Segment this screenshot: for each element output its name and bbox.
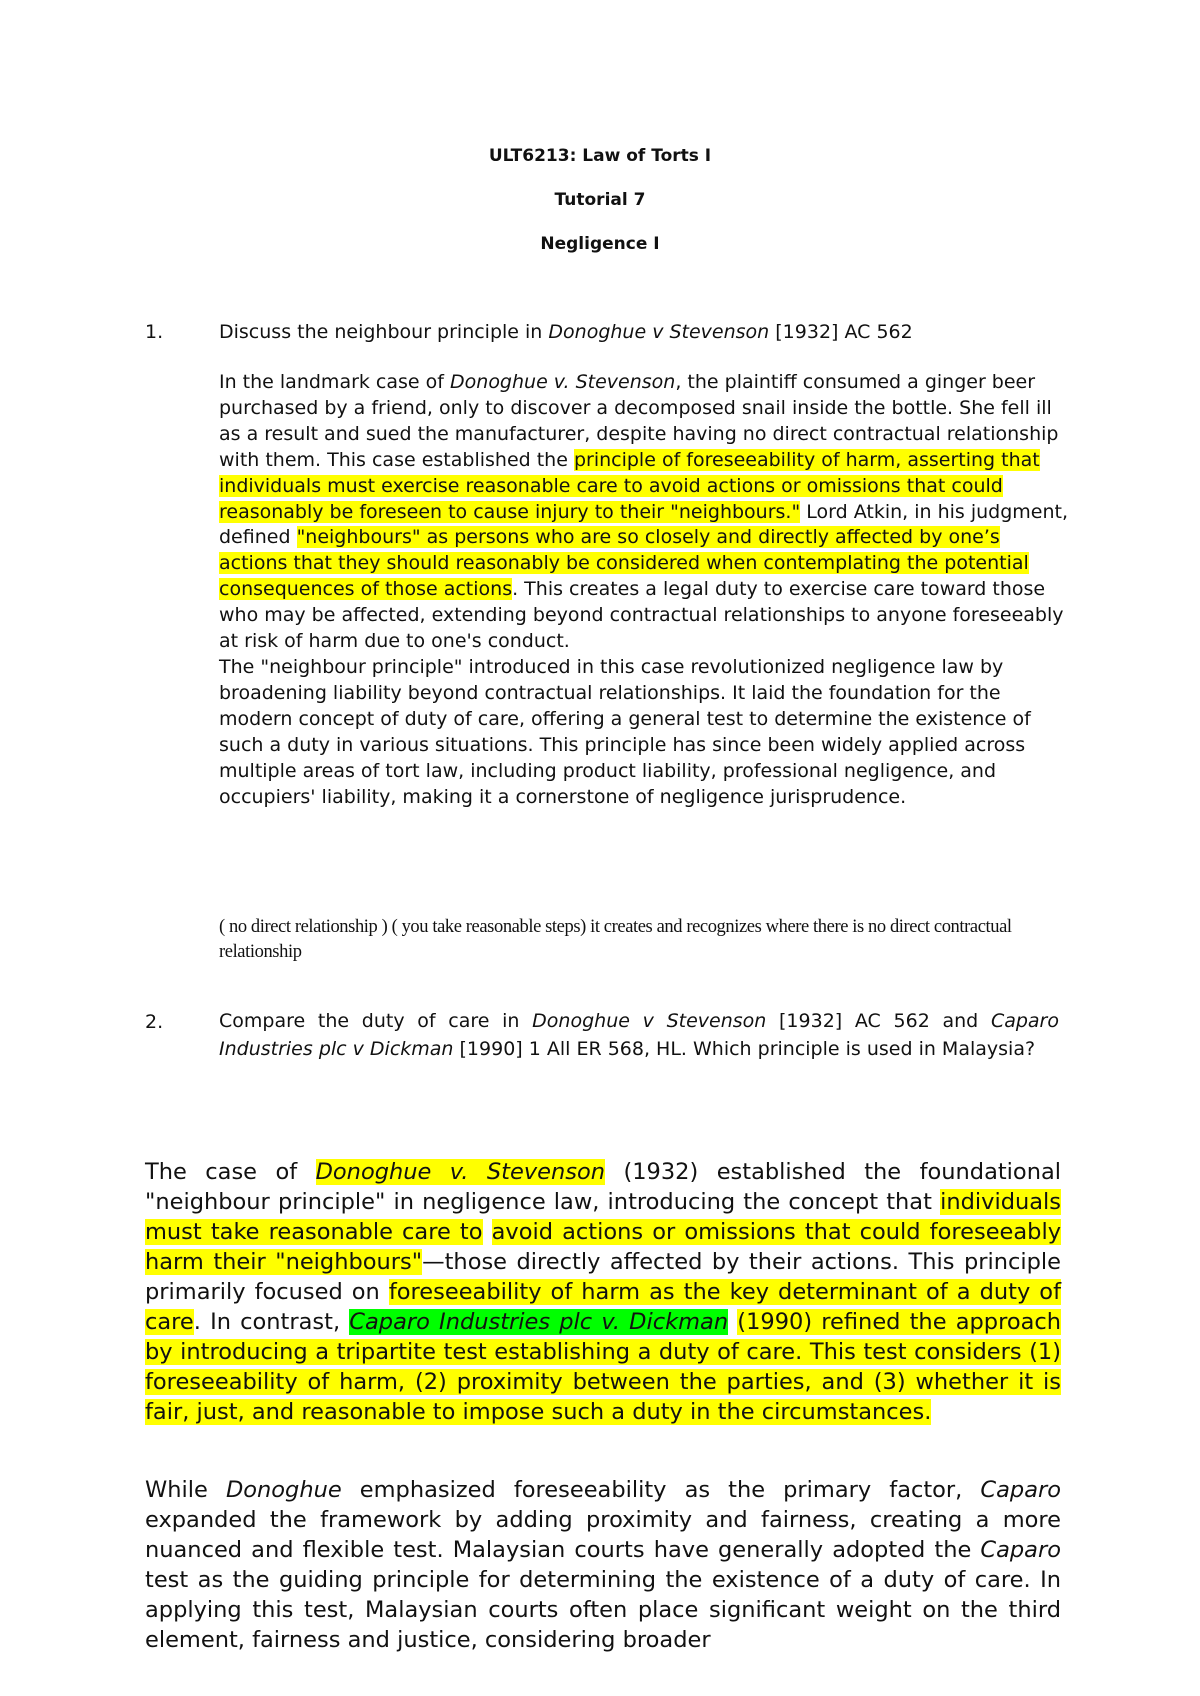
answer-1-paragraph-1 [219, 370, 1071, 655]
highlight-yellow: individuals must take reasonable care to [145, 1189, 1061, 1245]
text-run: test as the guiding principle for determining the existence of a duty of care. In applying this test, Malaysian courts often place significant weight on the third element, fairness and justice, considering broader [145, 1567, 1061, 1653]
text-run [728, 1309, 737, 1335]
text-run: —those directly affected by their actions. This principle primarily focused on [145, 1249, 1061, 1305]
text-run: . In contrast, [193, 1309, 350, 1335]
question-1-text [219, 318, 1059, 346]
case-name: Caparo Industries plc v Dickman [219, 1010, 1059, 1060]
text-run: The case of [145, 1159, 316, 1185]
highlight-yellow: avoid actions or omissions that could foreseeably harm their "neighbours" [145, 1219, 1062, 1275]
text-run: emphasized foreseeability as the primary factor, [341, 1477, 981, 1503]
course-title: ULT6213: Law of Torts I [488, 146, 712, 166]
question-2-number: 2. [145, 1011, 164, 1033]
highlight-green: Caparo Industries plc v. Dickman [349, 1309, 729, 1335]
tutorial-number: Tutorial 7 [554, 190, 646, 210]
text-run: (1932) established the foundational "neighbour principle" in negligence law, introducing the concept that [145, 1159, 1061, 1215]
highlight-yellow: individuals must exercise reasonable care to avoid actions or omissions that could reasonably be foreseen to cause injury to their "neighbours." [219, 474, 1003, 523]
highlight-yellow: principle of foreseeability of harm, asserting that [573, 448, 1040, 471]
text-run: Compare the duty of care in [219, 1010, 533, 1032]
text-run: In the landmark case of [219, 371, 451, 393]
answer-1 [219, 370, 1071, 810]
case-name: Donoghue v. Stevenson [450, 371, 676, 393]
highlight-yellow: foreseeability of harm as the key determinant of a duty of care [145, 1279, 1061, 1335]
text-run: . This creates a legal duty to exercise care toward those who may be affected, extending beyond contractual relationships to anyone foreseeably at risk of harm due to one's conduct. [219, 578, 1064, 653]
case-name: Donoghue [225, 1477, 342, 1503]
text-run [483, 1219, 492, 1245]
case-name: Caparo [980, 1537, 1061, 1563]
text-run: [1990] 1 All ER 568, HL. Which principle is used in Malaysia? [453, 1038, 1036, 1060]
case-name: Caparo [980, 1477, 1062, 1503]
question-1-citation: [1932] AC 562 [769, 321, 913, 343]
question-1-prefix: Discuss the neighbour principle in [219, 321, 549, 343]
case-name: Donoghue v Stevenson [532, 1010, 767, 1032]
topic-title: Negligence I [540, 234, 660, 254]
answer-1-paragraph-2: The "neighbour principle" introduced in this case revolutionized negligence law by broadening liability beyond contractual relationships. It laid the foundation for the modern concept of duty of care, offering a general test to determine the existence of such a duty in various situations. This principle has since been widely applied across multiple areas of tort law, including product liability, professional negligence, and occupiers' liability, making it a cornerstone of negligence jurisprudence. [219, 655, 1031, 808]
question-2-text [219, 1007, 1059, 1063]
text-run: [1932] AC 562 and [766, 1010, 991, 1032]
text-run: While [145, 1477, 226, 1503]
answer-2-paragraph-1 [145, 1157, 1061, 1427]
text-run: Lord Atkin, in his judgment, defined [219, 500, 1069, 549]
answer-2-paragraph-2 [145, 1475, 1061, 1655]
text-run: , the plaintiff consumed a ginger beer purchased by a friend, only to discover a decomposed snail inside the bottle. She fell ill as a result and sued the manufacturer, despite having no direct contractual relationship with them. This case established the [219, 371, 1059, 471]
highlight-yellow: Donoghue v. Stevenson [315, 1159, 605, 1185]
highlight-yellow: (1990) refined the approach by introducing a tripartite test establishing a duty of care. This test considers (1) foreseeability of harm, (2) proximity between the parties, and (3) whether it is fair, just, and reasonable to impose such a duty in the circumstances. [145, 1309, 1062, 1425]
question-1-number: 1. [145, 321, 164, 343]
question-1-case-name: Donoghue v Stevenson [548, 321, 770, 343]
text-run: expanded the framework by adding proximity and fairness, creating a more nuanced and flexible test. Malaysian courts have generally adopted the [145, 1507, 1061, 1563]
highlight-yellow: "neighbours" as persons who are so closely and directly affected by one’s actions that they should reasonably be considered when contemplating the potential consequences of those actions [219, 526, 1029, 601]
handwritten-note: ( no direct relationship ) ( you take reasonable steps) it creates and recognizes where there is no direct contractual relationship [219, 917, 1012, 962]
